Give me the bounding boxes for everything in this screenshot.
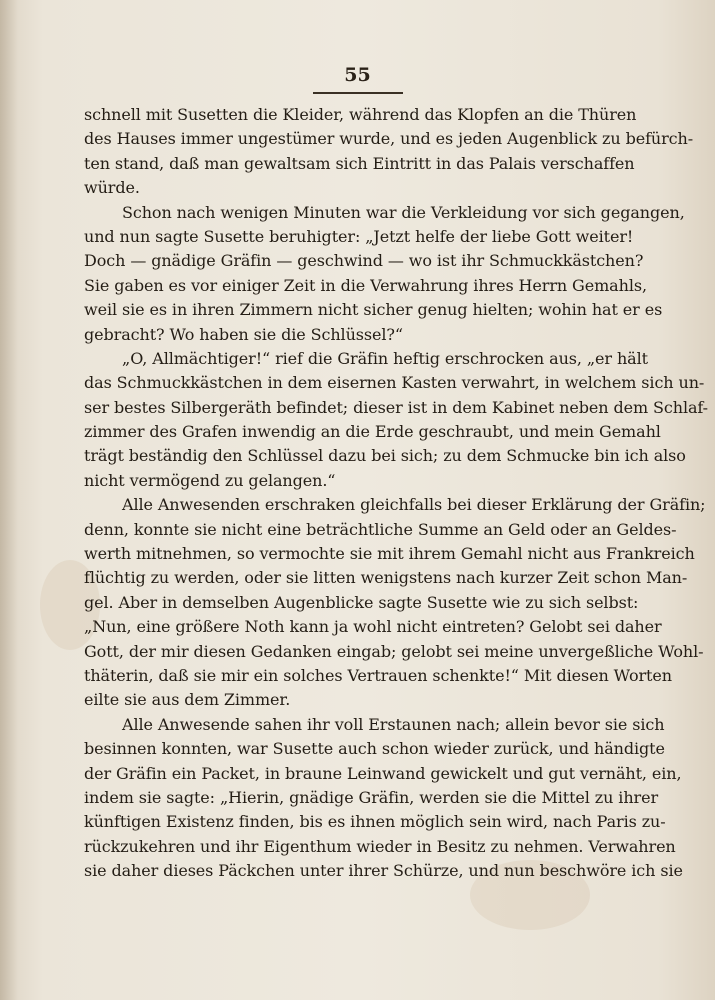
text-line: denn, konnte sie nicht eine beträchtliche Summe an Geld oder an Geldes- — [84, 519, 677, 539]
page-number-rule — [313, 92, 403, 94]
text-line: Sie gaben es vor einiger Zeit in die Verwahrung ihres Herrn Gemahls, — [84, 275, 647, 295]
text-line: nicht vermögend zu gelangen.“ — [84, 470, 336, 490]
text-line: des Hauses immer ungestümer wurde, und es jeden Augenblick zu befürch- — [84, 129, 694, 149]
text-line: der Gräfin ein Packet, in braune Leinwand gewickelt und gut vernäht, ein, — [84, 763, 682, 783]
text-line: weil sie es in ihren Zimmern nicht sicher genug hielten; wohin hat er es — [84, 300, 663, 320]
spine-shadow — [0, 0, 18, 1000]
text-line: „O, Allmächtiger!“ rief die Gräfin heftig erschrocken aus, „er hält — [122, 348, 648, 368]
text-line: rückzukehren und ihr Eigenthum wieder in Besitz zu nehmen. Verwahren — [84, 836, 676, 856]
page-number: 55 — [344, 64, 371, 86]
text-line: ser bestes Silbergeräth befindet; dieser ist in dem Kabinet neben dem Schlaf- — [84, 397, 708, 417]
body-text — [84, 103, 708, 884]
text-line: Schon nach wenigen Minuten war die Verkleidung vor sich gegangen, — [122, 202, 685, 222]
text-line: gel. Aber in demselben Augenblicke sagte Susette wie zu sich selbst: — [84, 592, 639, 612]
text-line: gebracht? Wo haben sie die Schlüssel?“ — [84, 324, 403, 344]
text-line: künftigen Existenz finden, bis es ihnen möglich sein wird, nach Paris zu- — [84, 812, 666, 832]
text-line: flüchtig zu werden, oder sie litten wenigstens nach kurzer Zeit schon Man- — [84, 568, 688, 588]
text-line: ten stand, daß man gewaltsam sich Eintritt in das Palais verschaffen — [84, 153, 635, 173]
text-line: schnell mit Susetten die Kleider, während das Klopfen an die Thüren — [84, 105, 637, 124]
text-line: werth mitnehmen, so vermochte sie mit ihrem Gemahl nicht aus Frankreich — [84, 544, 695, 564]
text-line: Gott, der mir diesen Gedanken eingab; gelobt sei meine unvergeßliche Wohl- — [84, 641, 704, 661]
text-line: Alle Anwesende sahen ihr voll Erstaunen nach; allein bevor sie sich — [122, 714, 665, 734]
text-line: sie daher dieses Päckchen unter ihrer Schürze, und nun beschwöre ich sie — [84, 861, 683, 881]
text-line: das Schmuckkästchen in dem eisernen Kasten verwahrt, in welchem sich un- — [84, 373, 705, 393]
text-line: Alle Anwesenden erschraken gleichfalls bei dieser Erklärung der Gräfin; — [122, 495, 706, 515]
text-line: eilte sie aus dem Zimmer. — [84, 690, 291, 710]
text-line: indem sie sagte: „Hierin, gnädige Gräfin, werden sie die Mittel zu ihrer — [84, 787, 658, 807]
text-line: trägt beständig den Schlüssel dazu bei sich; zu dem Schmucke bin ich also — [84, 446, 686, 466]
text-line: zimmer des Grafen inwendig an die Erde geschraubt, und mein Gemahl — [84, 422, 661, 442]
text-line: thäterin, daß sie mir ein solches Vertrauen schenkte!“ Mit diesen Worten — [84, 665, 672, 685]
text-line: Doch — gnädige Gräfin — geschwind — wo ist ihr Schmuckkästchen? — [84, 251, 644, 271]
text-line: „Nun, eine größere Noth kann ja wohl nicht eintreten? Gelobt sei daher — [84, 617, 662, 637]
text-line: besinnen konnten, war Susette auch schon wieder zurück, und händigte — [84, 739, 665, 759]
text-line: würde. — [84, 178, 140, 198]
text-line: und nun sagte Susette beruhigter: „Jetzt helfe der liebe Gott weiter! — [84, 226, 634, 246]
